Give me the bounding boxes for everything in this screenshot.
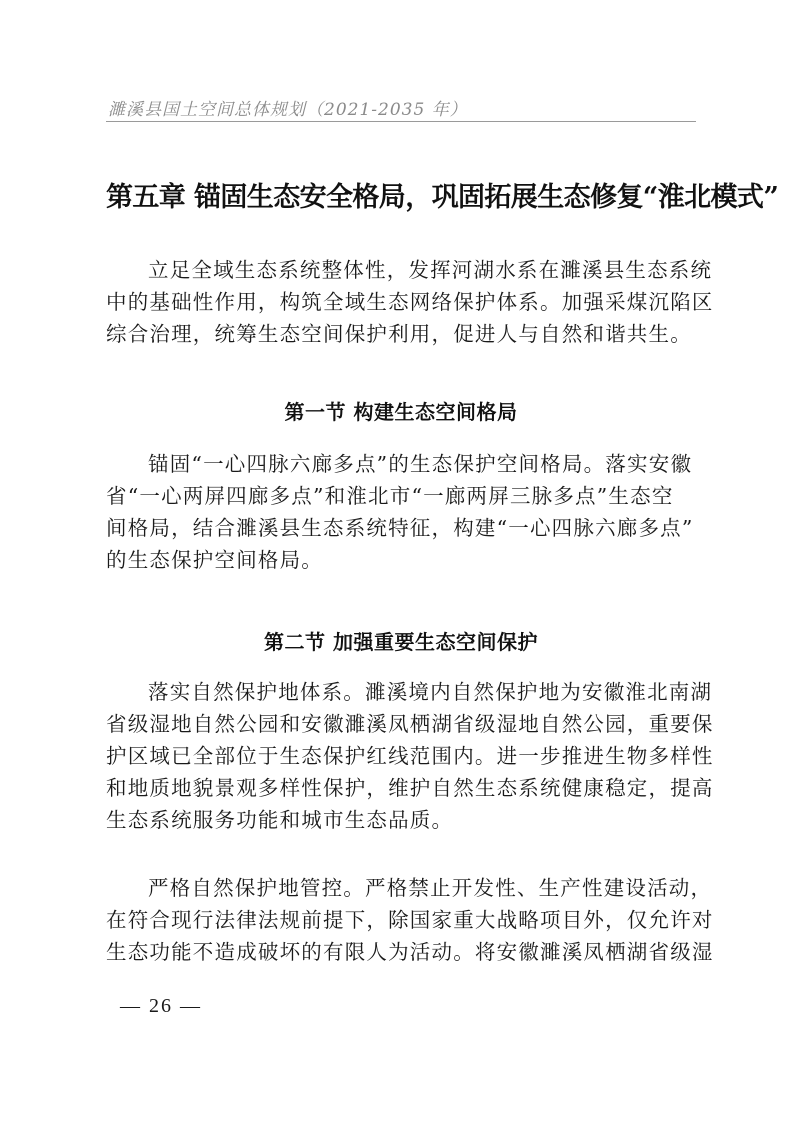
- paragraph-line: 和地质地貌景观多样性保护，维护自然生态系统健康稳定，提高: [106, 776, 714, 800]
- chapter-title: 第五章 锚固生态安全格局，巩固拓展生态修复“淮北模式”: [106, 182, 779, 213]
- section2-paragraph-2: [106, 872, 714, 968]
- paragraph-line: 的生态保护空间格局。: [106, 548, 323, 572]
- paragraph-line: 护区域已全部位于生态保护红线范围内。进一步推进生物多样性: [106, 744, 714, 768]
- section-title-1: 第一节 构建生态空间格局: [284, 400, 518, 424]
- paragraph-line: 落实自然保护地体系。濉溪境内自然保护地为安徽淮北南湖: [148, 680, 713, 704]
- paragraph-line: 立足全域生态系统整体性，发挥河湖水系在濉溪县生态系统: [148, 258, 713, 282]
- paragraph-line: 生态功能不造成破坏的有限人为活动。将安徽濉溪凤栖湖省级湿: [106, 940, 714, 964]
- paragraph-line: 省“一心两屏四廊多点”和淮北市“一廊两屏三脉多点”生态空: [106, 484, 674, 508]
- paragraph-line: 间格局，结合濉溪县生态系统特征，构建“一心四脉六廊多点”: [106, 516, 694, 540]
- section2-paragraph-1: [106, 676, 714, 836]
- intro-paragraph: [106, 254, 714, 350]
- header-rule: [106, 121, 696, 122]
- section1-paragraph: [106, 448, 696, 576]
- paragraph-line: 省级湿地自然公园和安徽濉溪凤栖湖省级湿地自然公园，重要保: [106, 712, 714, 736]
- paragraph-line: 中的基础性作用，构筑全域生态网络保护体系。加强采煤沉陷区: [106, 290, 714, 314]
- paragraph-line: 锚固“一心四脉六廊多点”的生态保护空间格局。落实安徽: [148, 452, 693, 476]
- paragraph-line: 生态系统服务功能和城市生态品质。: [106, 808, 454, 832]
- running-header: 濉溪县国土空间总体规划（2021-2035 年）: [108, 100, 468, 120]
- page-number: — 26 —: [120, 995, 202, 1017]
- paragraph-line: 严格自然保护地管控。严格禁止开发性、生产性建设活动，: [148, 876, 713, 900]
- paragraph-line: 在符合现行法律法规前提下，除国家重大战略项目外，仅允许对: [106, 908, 714, 932]
- section-title-2: 第二节 加强重要生态空间保护: [264, 630, 538, 654]
- paragraph-line: 综合治理，统筹生态空间保护利用，促进人与自然和谐共生。: [106, 322, 692, 346]
